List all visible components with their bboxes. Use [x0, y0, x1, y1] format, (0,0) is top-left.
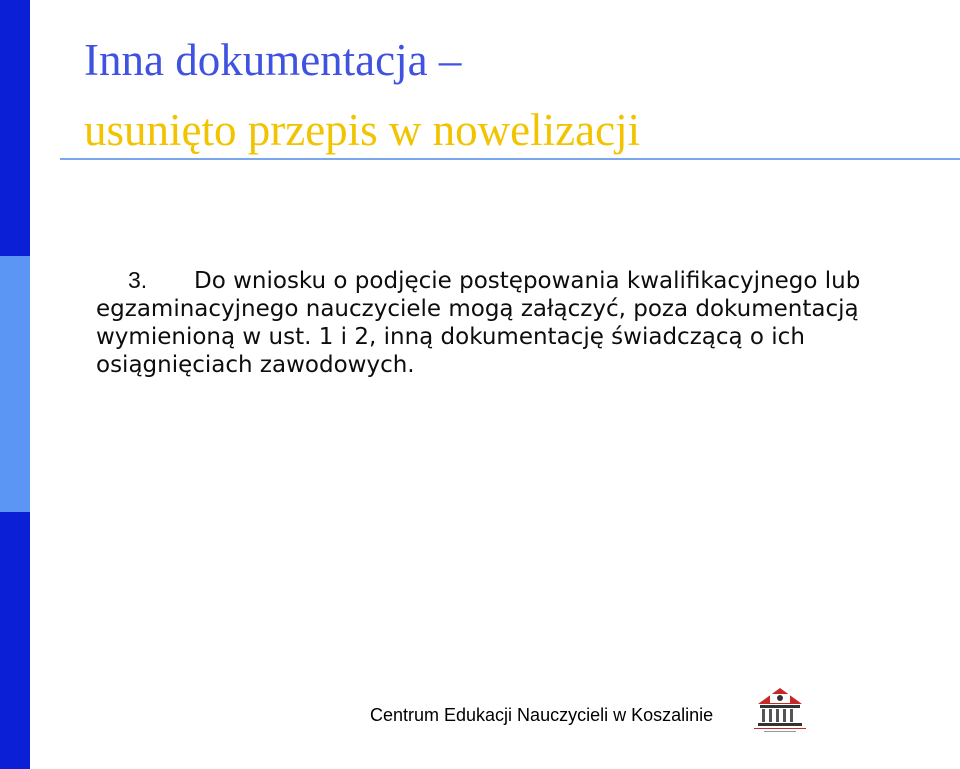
item-text: Do wniosku o podjęcie postępowania kwalifikacyjnego lub egzaminacyjnego nauczyciele mogą załączyć, poza dokumentacją wymienioną w ust. 1 i 2, inną dokumentację świadczącą o ich osiągnięciach zawodowych. [96, 268, 861, 378]
logo-column [776, 709, 779, 722]
item-number: 3. [128, 267, 148, 293]
slide-title-line1: Inna dokumentacja – [84, 35, 462, 85]
logo-architrave [760, 705, 800, 708]
side-bar-top-segment [0, 0, 30, 256]
logo-column [762, 709, 765, 722]
logo-column [790, 709, 793, 722]
title-divider [60, 158, 960, 160]
slide-title-line2: usunięto przepis w nowelizacji [84, 105, 641, 155]
footer-institution-name: Centrum Edukacji Nauczycieli w Koszalinie [370, 705, 714, 725]
logo-caption-line [754, 728, 806, 729]
logo-column [769, 709, 772, 722]
body-paragraph [96, 266, 926, 379]
logo-base [758, 723, 802, 726]
logo-emblem [777, 695, 783, 701]
side-bar-bottom-segment [0, 512, 30, 769]
side-bar-middle-segment [0, 256, 30, 512]
logo-caption-line [764, 731, 796, 732]
building-logo-icon [750, 686, 810, 736]
logo-column [783, 709, 786, 722]
